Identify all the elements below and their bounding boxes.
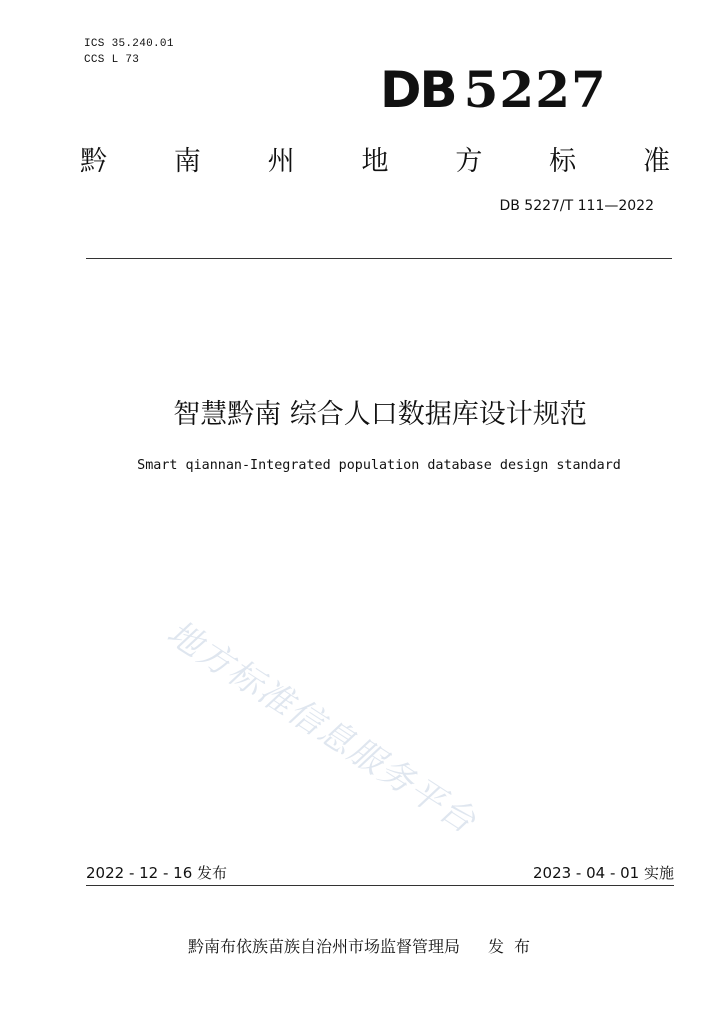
publisher <box>188 934 540 957</box>
classification-codes <box>84 36 174 68</box>
db-logo <box>380 62 607 118</box>
release-date: 2022 - 12 - 16 发布 <box>86 864 228 882</box>
standard-type <box>80 138 670 178</box>
watermark: 地方标准信息服务平台 <box>159 612 484 843</box>
title-chinese: 智慧黔南 综合人口数据库设计规范 <box>173 399 587 430</box>
standard-type-char: 标 <box>549 145 577 177</box>
implementation-date: 2023 - 04 - 01 实施 <box>532 864 674 882</box>
ccs-code: CCS L 73 <box>84 54 140 66</box>
db-logo-letters: DB <box>380 61 456 119</box>
standard-type-char: 黔 <box>80 145 107 177</box>
ics-code: ICS 35.240.01 <box>84 38 174 50</box>
publisher-action: 发布 <box>488 937 541 956</box>
standard-type-char: 准 <box>642 145 670 177</box>
publisher-name: 黔南布依族苗族自治州市场监督管理局 <box>188 937 461 956</box>
standard-type-char: 地 <box>361 145 389 177</box>
title-english: Smart qiannan-Integrated population database design standard <box>137 458 621 473</box>
standard-type-char: 州 <box>267 145 295 177</box>
db-logo-number: 5227 <box>463 60 607 119</box>
standard-type-char: 南 <box>173 145 201 177</box>
standard-code: DB 5227/T 111—2022 <box>499 198 654 214</box>
standard-type-char: 方 <box>455 145 483 177</box>
date-row <box>86 862 674 883</box>
bottom-divider <box>86 885 674 886</box>
top-divider <box>86 258 672 259</box>
